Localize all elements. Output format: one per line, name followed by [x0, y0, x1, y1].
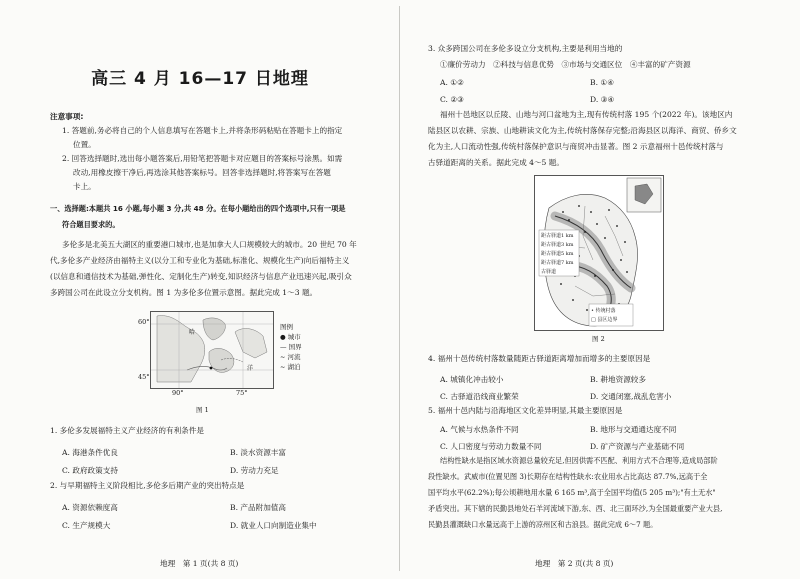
q1-option-a: A. 海港条件优良 [62, 448, 118, 457]
passage-line: 国平均水平(62.2%);每公顷耕地用水量 6 165 m³,高于全国平均值(5 205 m³);"有土无水" [428, 488, 716, 497]
page-footer: 地理 第 2 页(共 8 页) [535, 559, 614, 568]
toronto-location-map [151, 312, 273, 388]
passage-line: 矛盾突出。其下辖的民勤县地处石羊河流域下游,东、西、北三面环沙,为全国最重要产业大县, [428, 504, 723, 513]
page-footer: 地理 第 1 页(共 8 页) [160, 559, 239, 568]
question-3-stem: 3. 众多跨国公司在多伦多设立分支机构,主要是利用当地的 [428, 44, 623, 53]
notice-heading: 注意事项: [50, 112, 84, 121]
q2-option-a: A. 资源依赖度高 [62, 503, 118, 512]
toronto-city-dot [210, 367, 213, 370]
buffer-legend: 距古驿道7 km [541, 260, 574, 266]
q3-option-a: A. ①② [440, 78, 464, 87]
map-legend-item: □ 县区边界 [591, 317, 618, 323]
notice-line: 卡上。 [73, 182, 96, 191]
passage-line: 民勤县灌溉缺口水量远高于上游的凉州区和古浪县。据此完成 6～7 题。 [428, 520, 658, 529]
buffer-legend: 距古驿道1 km [541, 233, 574, 239]
q4-option-d: D. 交通闭塞,战乱危害小 [590, 392, 672, 401]
map-label-lake: 哈 [189, 329, 196, 336]
q1-option-c: C. 政府政策支持 [62, 466, 118, 475]
legend-item: ~ 河流 [280, 353, 301, 361]
figure-1-caption: 图 1 [196, 406, 209, 414]
notice-line: 1. 答题前,务必将自己的个人信息填写在答题卡上,并将条形码粘贴在答题卡上的指定 [62, 126, 343, 135]
question-5-stem: 5. 福州十邑内陆与沿海地区文化差异明显,其最主要原因是 [428, 406, 623, 415]
question-2-stem: 2. 与早期福特主义阶段相比,多伦多后期产业的突出特点是 [50, 481, 245, 490]
map-label-ocean: 洋 [247, 365, 254, 372]
exam-title: 高三 4 月 16—17 日地理 [91, 69, 309, 89]
passage-line: 福州十邑地区以丘陵、山地与河口盆地为主,现有传统村落 195 个(2022 年)。该地区内 [440, 110, 733, 119]
buffer-legend: 距古驿道5 km [541, 251, 574, 257]
q2-option-c: C. 生产规模大 [62, 521, 111, 530]
passage-line: 化为主,人口流动性强,传统村落保护意识与商贸冲击显著。图 2 示意福州十邑传统村落与 [428, 142, 724, 151]
q2-option-b: B. 产品附加值高 [230, 503, 286, 512]
exam-page-2 [400, 0, 800, 579]
notice-line: 2. 回答选择题时,选出每小题答案后,用铅笔把答题卡对应题目的答案标号涂黑。如需 [62, 154, 343, 163]
lon-label: 75° [236, 389, 248, 397]
lat-label: 45° [138, 373, 150, 381]
lat-label: 60° [138, 318, 150, 326]
passage-line: 多伦多是北美五大湖区的重要港口城市,也是加拿大人口规模较大的城市。20 世纪 70 年 [62, 240, 357, 249]
q4-option-b: B. 耕地资源较多 [590, 375, 646, 384]
q5-option-d: D. 矿产资源与产业基础不同 [590, 442, 685, 451]
figure-1-map [150, 311, 274, 389]
question-3-items: ①廉价劳动力 ②科技与信息优势 ③市场与交通区位 ④丰富的矿产资源 [440, 60, 691, 69]
q3-option-b: B. ①④ [590, 78, 615, 87]
passage-line: 段性缺水。武威市(位置见图 3)长期存在结构性缺水:农业用水占比高达 87.7%,远高于全 [428, 472, 708, 481]
lon-label: 90° [172, 389, 184, 397]
legend-item: — 国界 [280, 343, 302, 351]
q1-option-b: B. 淡水资源丰富 [230, 448, 286, 457]
passage-line: 代,多伦多产业经济由福特主义(以分工和专业化为基础,标准化、规模化生产)向后福特主义 [50, 256, 350, 265]
passage-line: 多跨国公司在此设立分支机构。图 1 为多伦多位置示意图。据此完成 1～3 题。 [50, 288, 318, 297]
q5-option-a: A. 气候与水热条件不同 [440, 425, 519, 434]
q5-option-c: C. 人口密度与劳动力数量不同 [440, 442, 542, 451]
passage-line: (以信息和通信技术为基础,弹性化、定制化生产)转变,知识经济与信息产业迅速兴起,吸引众 [50, 272, 352, 281]
q3-option-c: C. ②③ [440, 95, 464, 104]
notice-line: 改动,用橡皮擦干净后,再选涂其他答案标号。回答非选择题时,将答案写在答题 [73, 168, 331, 177]
figure-2-caption: 图 2 [592, 335, 605, 343]
question-4-stem: 4. 福州十邑传统村落数量随距古驿道距离增加而增多的主要原因是 [428, 354, 651, 363]
map-legend-item: • 传统村落 [591, 308, 616, 314]
section-heading: 一、选择题:本题共 16 小题,每小题 3 分,共 48 分。在每小题给出的四个选项中,只有一项是 [50, 204, 346, 213]
section-heading: 符合题目要求的。 [62, 220, 120, 229]
legend-title: 图例 [280, 323, 293, 331]
q4-option-c: C. 古驿道沿线商业繁荣 [440, 392, 519, 401]
question-1-stem: 1. 多伦多发展福特主义产业经济的有利条件是 [50, 426, 204, 435]
q3-option-d: D. ③④ [590, 95, 615, 104]
q2-option-d: D. 就业人口向制造业集中 [230, 521, 317, 530]
q5-option-b: B. 地形与交通通达度不同 [590, 425, 677, 434]
buffer-legend: 距古驿道3 km [541, 242, 574, 248]
q1-option-d: D. 劳动力充足 [230, 466, 279, 475]
notice-line: 位置。 [73, 140, 96, 149]
passage-line: 古驿道距离的关系。据此完成 4～5 题。 [428, 158, 564, 167]
legend-item: ● 城市 [280, 333, 301, 341]
q4-option-a: A. 城镇化冲击较小 [440, 375, 504, 384]
passage-line: 陆县区以农耕、宗族、山地耕读文化为主,传统村落保存完整;沿海县区以海洋、商贸、侨乡文 [428, 126, 737, 135]
passage-line: 结构性缺水是指区域水资源总量较充足,但因供需不匹配、利用方式不合理等,造成局部阶 [440, 456, 718, 465]
legend-item: ~ 湖泊 [280, 363, 301, 371]
road-legend: 古驿道 [541, 269, 557, 275]
